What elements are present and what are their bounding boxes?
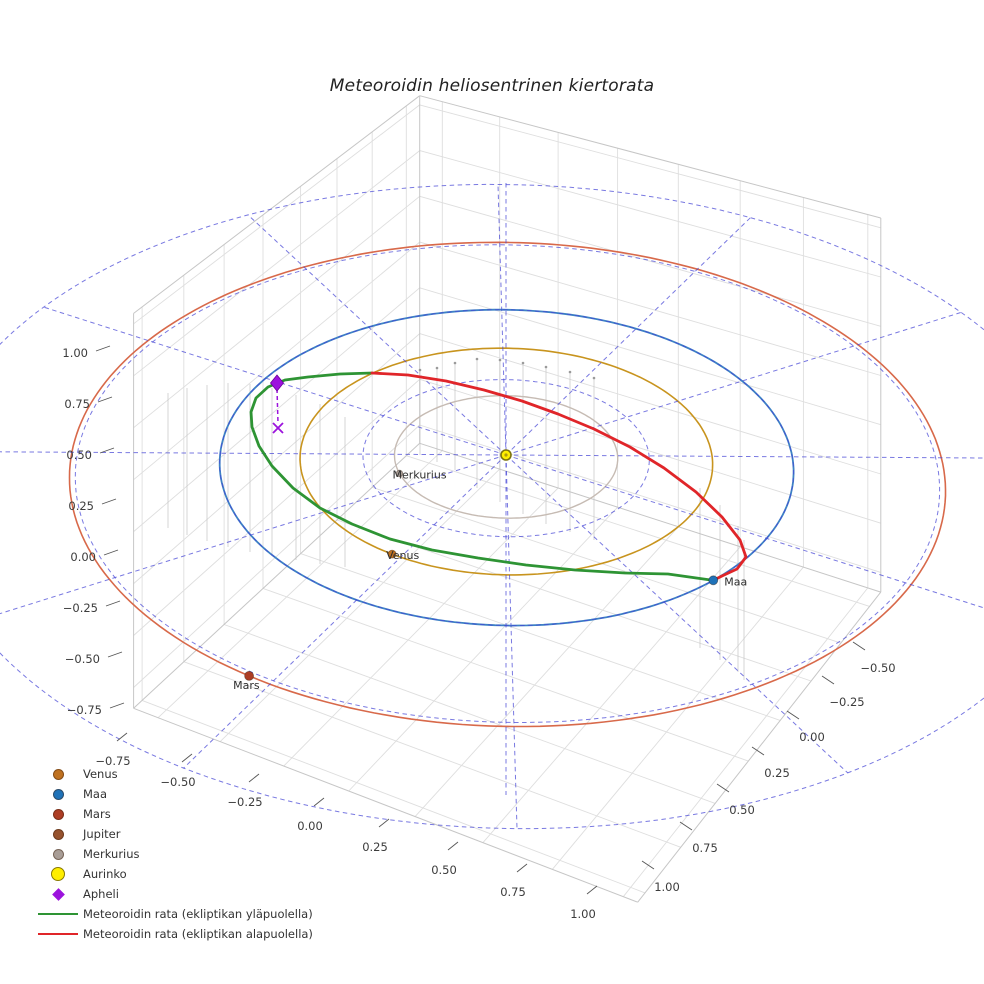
legend-item-apheli <box>36 884 313 904</box>
legend-dot-icon <box>36 769 80 780</box>
x-tick-label: −0.25 <box>227 795 263 809</box>
legend-label: Apheli <box>83 887 119 901</box>
legend-dot-icon <box>36 849 80 860</box>
legend-line-icon <box>36 933 80 935</box>
legend-item-mars <box>36 804 313 824</box>
y-tick-label: 0.50 <box>729 803 755 817</box>
planet-orbits <box>70 242 946 726</box>
planet-label-merkurius: Merkurius <box>392 468 447 482</box>
legend-label: Meteoroidin rata (ekliptikan alapuolella) <box>83 927 313 941</box>
z-tick-label: 0.50 <box>66 448 92 462</box>
legend-dot-icon <box>36 789 80 800</box>
legend-item-rata-ala <box>36 924 313 944</box>
x-tick-label: 0.75 <box>500 885 526 899</box>
z-tick-label: 1.00 <box>62 346 88 360</box>
grid-spoke <box>506 455 517 829</box>
legend-item-aurinko <box>36 864 313 884</box>
y-tick-label: 0.75 <box>692 841 718 855</box>
legend-item-jupiter <box>36 824 313 844</box>
y-tick-label: 0.25 <box>764 766 790 780</box>
grid-spoke <box>498 185 506 456</box>
legend-item-merkurius <box>36 844 313 864</box>
z-tick-label: 0.00 <box>70 550 96 564</box>
x-tick-label: 0.00 <box>297 819 323 833</box>
legend-line-icon <box>36 913 80 915</box>
planet-label-mars: Mars <box>233 678 260 692</box>
chart-title: Meteoroidin heliosentrinen kiertorata <box>329 76 655 96</box>
x-tick-label: −0.75 <box>95 754 131 768</box>
legend-dot-icon <box>36 809 80 820</box>
y-tick-label: −0.25 <box>829 695 865 709</box>
legend-item-venus <box>36 764 313 784</box>
planet-marker-maa <box>709 576 718 585</box>
sun-marker <box>501 450 511 460</box>
aphelion-ground-x-marker <box>273 423 283 433</box>
legend <box>36 764 313 944</box>
z-tick-label: −0.75 <box>66 703 102 717</box>
grid-spoke <box>506 455 984 459</box>
legend-label: Jupiter <box>83 827 121 841</box>
x-tick-label: 0.50 <box>431 863 457 877</box>
legend-label: Mars <box>83 807 111 821</box>
aphelion-diamond-marker <box>271 375 284 391</box>
x-tick-label: 1.00 <box>570 907 596 921</box>
legend-label: Maa <box>83 787 108 801</box>
legend-label: Meteoroidin rata (ekliptikan yläpuolella) <box>83 907 313 921</box>
legend-label: Aurinko <box>83 867 127 881</box>
legend-item-rata-yla <box>36 904 313 924</box>
legend-diamond-icon <box>36 890 80 899</box>
y-tick-label: 1.00 <box>654 880 680 894</box>
planet-label-venus: Venus <box>386 549 420 563</box>
legend-label: Venus <box>83 767 118 781</box>
x-tick-label: 0.25 <box>362 840 388 854</box>
z-tick-label: −0.25 <box>62 601 98 615</box>
legend-sun-icon <box>36 867 80 881</box>
legend-dot-icon <box>36 829 80 840</box>
z-tick-label: 0.75 <box>64 397 90 411</box>
z-tick-label: 0.25 <box>68 499 94 513</box>
grid-ring <box>75 245 939 723</box>
z-tick-label: −0.50 <box>64 652 100 666</box>
y-tick-label: −0.50 <box>860 661 896 675</box>
planet-label-maa: Maa <box>724 575 748 589</box>
mars-orbit <box>70 242 946 726</box>
aphelion-group <box>271 375 284 433</box>
legend-item-maa <box>36 784 313 804</box>
y-tick-label: 0.00 <box>799 730 825 744</box>
x-tick-label: −0.50 <box>160 775 196 789</box>
legend-label: Merkurius <box>83 847 140 861</box>
aphelion-drop-line <box>277 389 278 423</box>
